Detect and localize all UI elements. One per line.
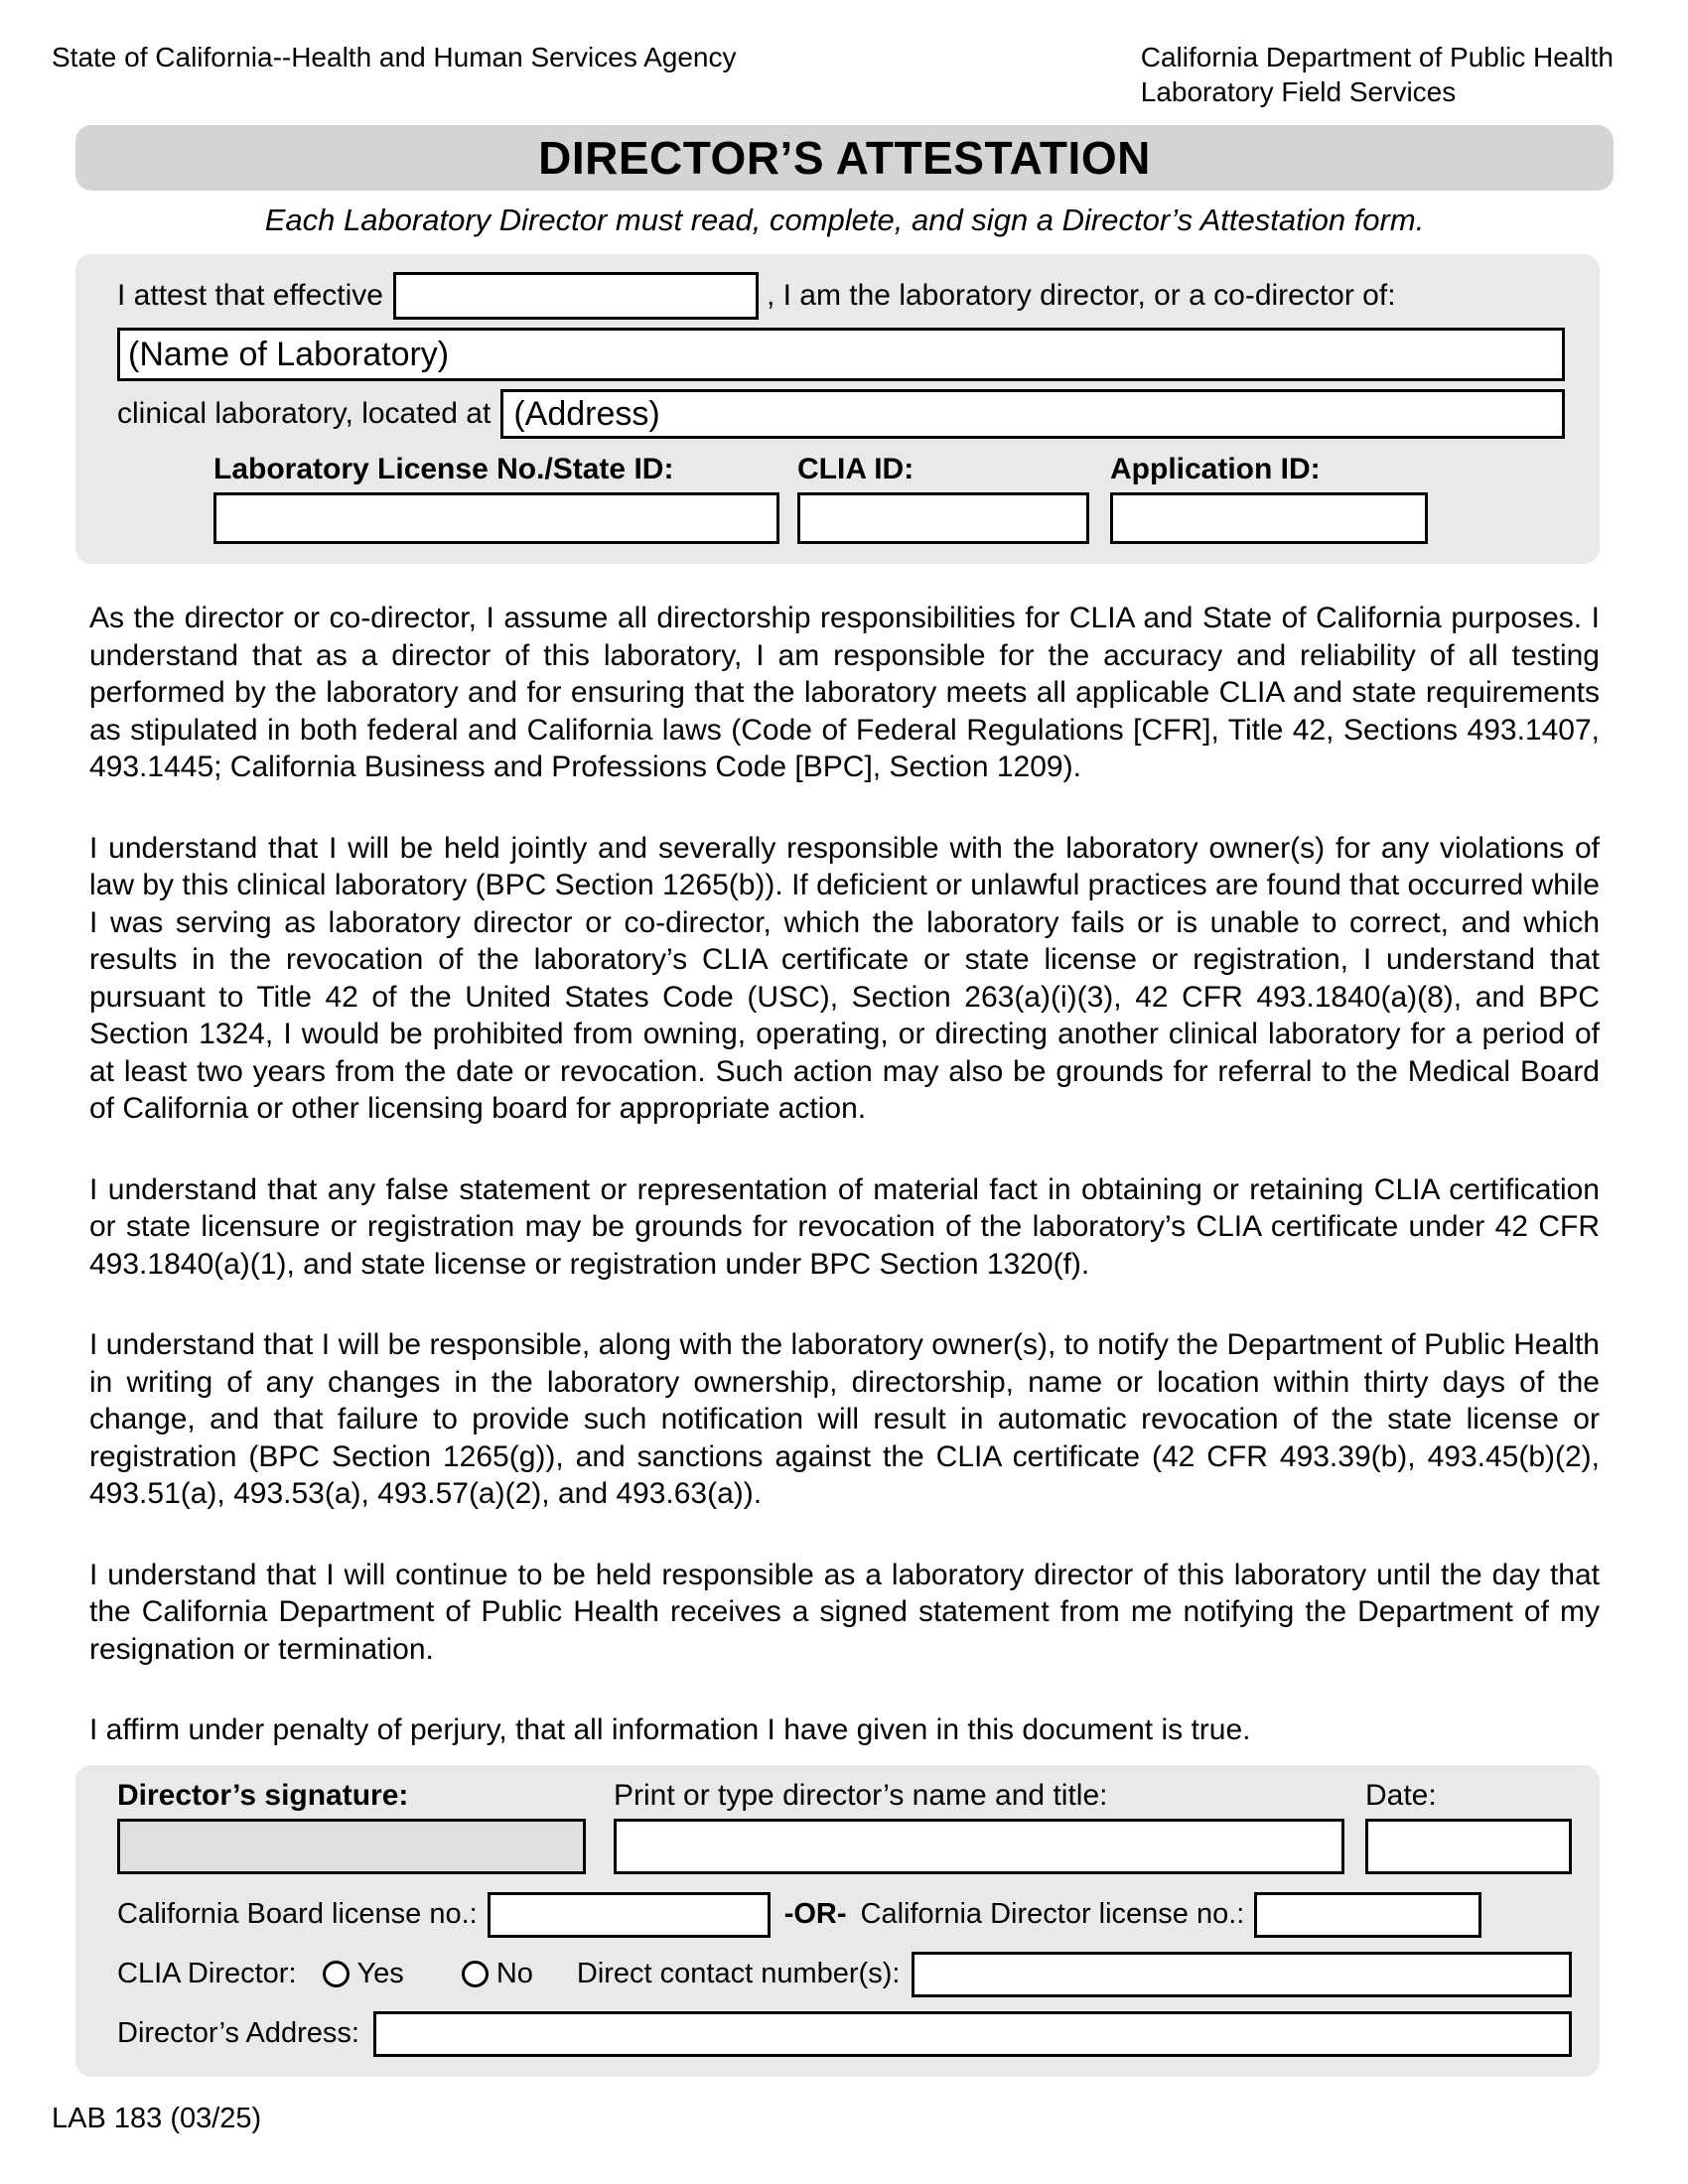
application-id-label: Application ID: (1110, 453, 1321, 485)
director-address-row (117, 2011, 1572, 2057)
printed-name-input[interactable] (614, 1819, 1344, 1874)
contact-number-label: Direct contact number(s): (576, 1958, 901, 1989)
attestation-body (89, 600, 1600, 1749)
signature-labels-row (117, 1779, 1572, 1813)
attestation-paragraph: As the director or co-director, I assume all directorship responsibilities for CLIA and State of California purposes. I understand that as a director of this laboratory, I am responsible for the accuracy and reliability of all testing performed by the laboratory and for ensuring that the laboratory meets all applicable CLIA and state requirements as stipulated in both federal and California laws (Code of Federal Regulations [CFR], Title 42, Sections 493.1407, 493.1445; California Business and Professions Code [BPC], Section 1209). (89, 602, 1600, 783)
signature-section (75, 1765, 1600, 2077)
clia-director-row (117, 1952, 1572, 1997)
attest-suffix-label: , I am the laboratory director, or a co-director of: (766, 279, 1396, 312)
director-license-label: California Director license no.: (860, 1898, 1245, 1930)
clia-id-input[interactable] (797, 492, 1089, 544)
or-separator: -OR- (783, 1898, 847, 1930)
license-numbers-row (117, 1892, 1572, 1938)
form-title-bar (75, 125, 1614, 191)
printed-name-label: Print or type director’s name and title: (614, 1778, 1108, 1812)
department-block (1141, 40, 1614, 109)
clia-director-no-radio[interactable] (462, 1961, 489, 1987)
attestation-section (75, 254, 1600, 564)
clia-director-label: CLIA Director: (117, 1958, 297, 1989)
form-subtitle: Each Laboratory Director must read, complete, and sign a Director’s Attestation form. (264, 203, 1425, 237)
laboratory-address-value: (Address) (513, 394, 660, 433)
date-label: Date: (1365, 1778, 1437, 1812)
clia-id-label: CLIA ID: (797, 453, 914, 485)
department-name: California Department of Public Health (1140, 42, 1614, 72)
contact-number-input[interactable] (912, 1952, 1572, 1997)
signature-label: Director’s signature: (117, 1778, 409, 1812)
clia-director-yes-radio[interactable] (323, 1961, 350, 1987)
attestation-paragraph: I understand that I will be responsible, along with the laboratory owner(s), to notify the Department of Public Health in writing of any changes in the laboratory ownership, directorship, name or location within thirty days of the change, and that failure to provide such notification will result in automatic revocation of the state license or registration (BPC Section 1265(g)), and sanctions against the CLIA certificate (42 CFR 493.39(b), 493.45(b)(2), 493.51(a), 493.53(a), 493.57(a)(2), and 493.63(a)). (89, 1328, 1600, 1510)
board-license-label: California Board license no.: (117, 1898, 478, 1930)
clia-director-yes-label: Yes (356, 1958, 404, 1989)
attestation-paragraph: I affirm under penalty of perjury, that all information I have given in this document is true. (89, 1713, 1251, 1746)
form-title: DIRECTOR’S ATTESTATION (538, 132, 1151, 184)
signature-fields-row (117, 1819, 1572, 1874)
director-license-input[interactable] (1254, 1892, 1481, 1938)
laboratory-address-input[interactable] (500, 389, 1565, 439)
date-input[interactable] (1365, 1819, 1572, 1874)
located-at-label: clinical laboratory, located at (117, 397, 492, 430)
application-id-input[interactable] (1110, 492, 1428, 544)
clia-director-no-label: No (495, 1958, 533, 1989)
laboratory-location-row (117, 389, 1565, 439)
director-address-input[interactable] (373, 2011, 1572, 2057)
form-number: LAB 183 (03/25) (52, 2102, 262, 2134)
attestation-paragraph: I understand that any false statement or representation of material fact in obtaining or retaining CLIA certification or state licensure or registration may be grounds for revocation of the laboratory’s CLIA certificate under 42 CFR 493.1840(a)(1), and state license or registration under BPC Section 1320(f). (89, 1172, 1600, 1281)
director-address-label: Director’s Address: (117, 2017, 359, 2049)
board-license-input[interactable] (488, 1892, 771, 1938)
attestation-paragraph: I understand that I will be held jointly and severally responsible with the laboratory owner(s) for any violations of law by this clinical laboratory (BPC Section 1265(b)). If deficient or unlawful practices are found that occurred while I was serving as laboratory director or co-director, which the laboratory fails or is unable to correct, and which results in the revocation of the laboratory’s CLIA certificate or state license or registration, I understand that pursuant to Title 42 of the United States Code (USC), Section 263(a)(i)(3), 42 CFR 493.1840(a)(8), and BPC Section 1324, I would be prohibited from owning, operating, or directing another clinical laboratory for a period of at least two years from the date or revocation. Such action may also be grounds for referral to the Medical Board of California or other licensing board for appropriate action. (89, 831, 1600, 1125)
laboratory-name-value: (Name of Laboratory) (128, 335, 450, 373)
division-name: Laboratory Field Services (1140, 76, 1457, 107)
laboratory-name-input[interactable] (117, 328, 1565, 381)
id-fields-row (213, 492, 1565, 544)
effective-date-input[interactable] (393, 272, 759, 320)
attest-effective-row (117, 272, 1565, 320)
license-no-label: Laboratory License No./State ID: (213, 453, 674, 485)
id-labels-row (213, 453, 1565, 486)
license-no-input[interactable] (213, 492, 779, 544)
attestation-paragraph: I understand that I will continue to be held responsible as a laboratory director of this laboratory until the day that the California Department of Public Health receives a signed statement from me notifying the Department of my resignation or termination. (89, 1558, 1600, 1666)
signature-input[interactable] (117, 1819, 586, 1874)
agency-name: State of California--Health and Human Services Agency (52, 42, 737, 72)
attest-prefix-label: I attest that effective (117, 279, 383, 312)
form-header (52, 40, 1614, 109)
